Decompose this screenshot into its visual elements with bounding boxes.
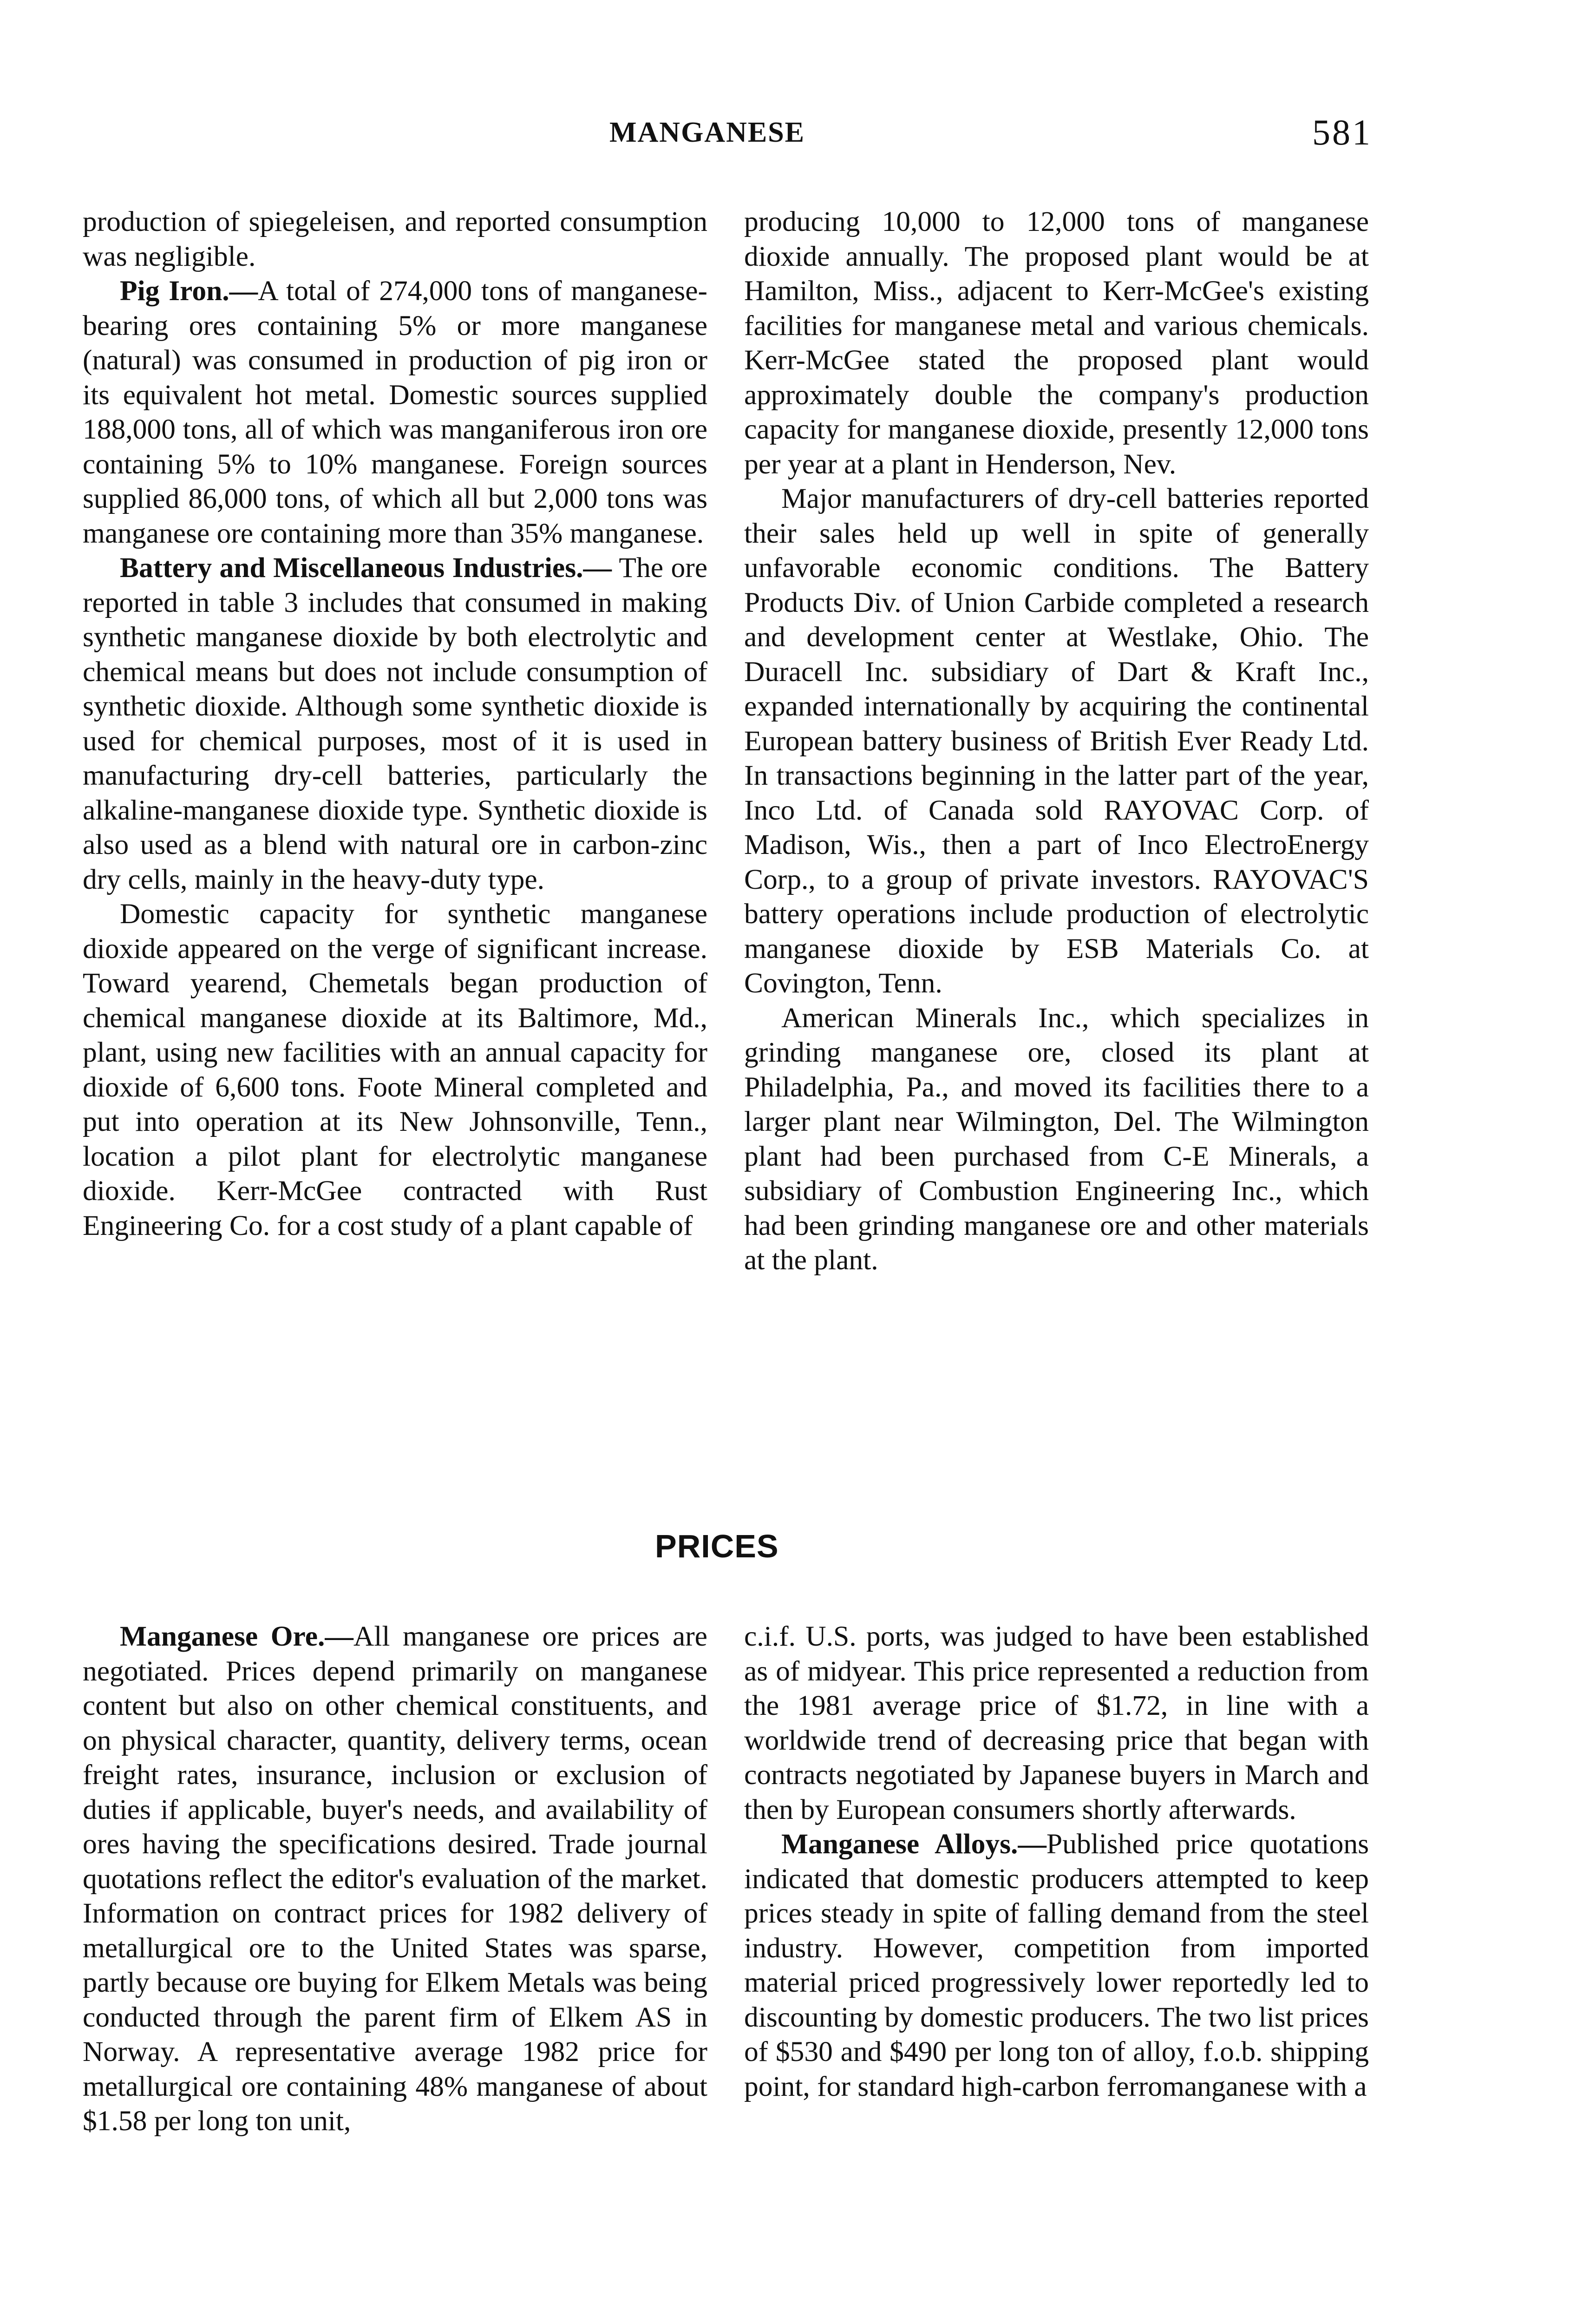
paragraph: production of spiegeleisen, and reported consumption was negligible. [83, 206, 707, 272]
running-head-title: MANGANESE [609, 117, 805, 148]
column-bottom-left [83, 1619, 707, 2139]
page-number: 581 [1312, 112, 1372, 152]
run-in-heading: Manganese Ore.— [120, 1621, 353, 1652]
paragraph [83, 274, 707, 551]
paragraph [83, 551, 707, 897]
paragraph-body: A total of 274,000 tons of manganese-bearing ores containing 5% or more manganese (natural) was consumed in production of pig iron or its equivalent hot metal. Domestic sources supplied 188,000 tons, all of which was manganiferous iron ore containing 5% to 10% manganese. Foreign sources supplied 86,000 tons, of which all but 2,000 tons was manganese ore containing more than 35% manganese. [83, 275, 707, 549]
paragraph-body: The ore reported in table 3 includes that consumed in making synthetic manganese dioxide by both electrolytic and chemical means but does not include consumption of synthetic dioxide. Although some synthetic dioxide is used for chemical purposes, most of it is used in manufacturing dry-cell batteries, particularly the alkaline-manganese dioxide type. Synthetic dioxide is also used as a blend with natural ore in carbon-zinc dry cells, mainly in the heavy-duty type. [83, 552, 708, 895]
column-top-right [744, 204, 1369, 1278]
paragraph: Major manufacturers of dry-cell batteries reported their sales held up well in spite of generally unfavorable economic conditions. The Battery Products Div. of Union Carbide completed a research and development center at Westlake, Ohio. The Duracell Inc. subsidiary of Dart & Kraft Inc., expanded internationally by acquiring the continental European battery business of British Ever Ready Ltd. In transactions beginning in the latter part of the year, Inco Ltd. of Canada sold RAYOVAC Corp. of Madison, Wis., then a part of Inco ElectroEnergy Corp., to a group of private investors. RAYOVAC'S battery operations include production of electrolytic manganese dioxide by ESB Materials Co. at Covington, Tenn. [744, 483, 1369, 999]
paragraph: producing 10,000 to 12,000 tons of manganese dioxide annually. The proposed plant would be at Hamilton, Miss., adjacent to Kerr-McGee's existing facilities for manganese metal and various chemicals. Kerr-McGee stated the proposed plant would approximately double the company's production capacity for manganese dioxide, presently 12,000 tons per year at a plant in Henderson, Nev. [744, 206, 1369, 480]
paragraph-body: Published price quotations indicated that domestic producers attempted to keep prices steady in spite of falling demand from the steel industry. However, competition from imported material priced progressively lower reportedly led to discounting by domestic producers. The two list prices of $530 and $490 per long ton of alloy, f.o.b. shipping point, for standard high-carbon ferromanganese with a [744, 1828, 1369, 2102]
run-in-heading: Manganese Alloys.— [781, 1828, 1047, 1860]
run-in-heading: Pig Iron.— [120, 275, 258, 307]
column-top-left [83, 204, 707, 1243]
paragraph: c.i.f. U.S. ports, was judged to have been established as of midyear. This price represented a reduction from the 1981 average price of $1.72, in line with a worldwide trend of decreasing price that began with contracts negotiated by Japanese buyers in March and then by European consumers shortly afterwards. [744, 1621, 1369, 1825]
paragraph: Domestic capacity for synthetic manganese dioxide appeared on the verge of significant increase. Toward yearend, Chemetals began production of chemical manganese dioxide at its Baltimore, Md., plant, using new facilities with an annual capacity for dioxide of 6,600 tons. Foote Mineral completed and put into operation at its New Johnsonville, Tenn., location a pilot plant for electrolytic manganese dioxide. Kerr-McGee contracted with Rust Engineering Co. for a cost study of a plant capable of [83, 898, 707, 1241]
paragraph [744, 1827, 1369, 2104]
paragraph-body: All manganese ore prices are negotiated. Prices depend primarily on manganese content but also on other chemical constituents, and on physical character, quantity, delivery terms, ocean freight rates, insurance, inclusion or exclusion of duties if applicable, buyer's needs, and availability of ores having the specifications desired. Trade journal quotations reflect the editor's evaluation of the market. Information on contract prices for 1982 delivery of metallurgical ore to the United States was sparse, partly because ore buying for Elkem Metals was being conducted through the parent firm of Elkem AS in Norway. A representative average 1982 price for metallurgical ore containing 48% manganese of about $1.58 per long ton unit, [83, 1621, 707, 2137]
paragraph [83, 1619, 707, 2139]
paragraph: American Minerals Inc., which specializes in grinding manganese ore, closed its plant at Philadelphia, Pa., and moved its facilities there to a larger plant near Wilmington, Del. The Wilmington plant had been purchased from C-E Minerals, a subsidiary of Combustion Engineering Inc., which had been grinding manganese ore and other materials at the plant. [744, 1002, 1369, 1276]
run-in-heading: Battery and Miscellaneous Industries.— [120, 552, 612, 584]
section-heading: PRICES [655, 1528, 779, 1564]
column-bottom-right [744, 1619, 1369, 2104]
